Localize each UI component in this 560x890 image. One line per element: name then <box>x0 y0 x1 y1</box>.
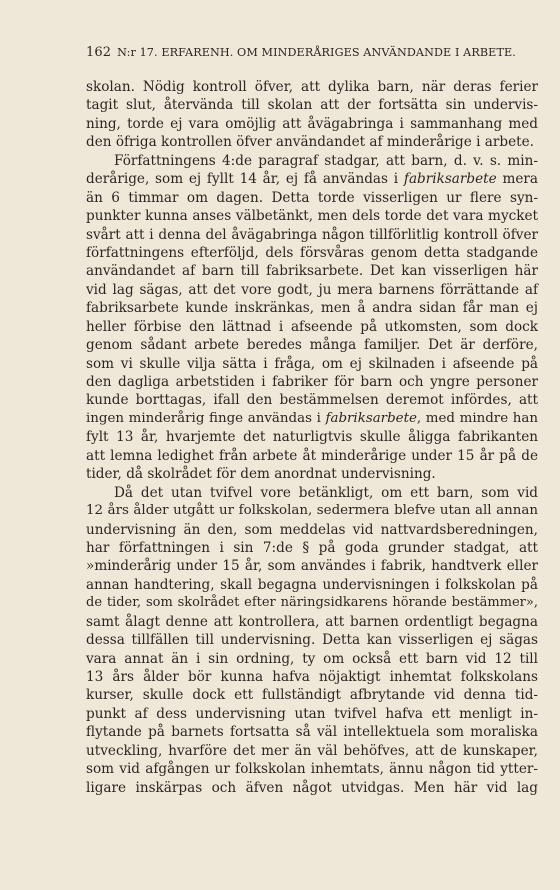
text-line: punkter kunna anses välbetänkt, men dels torde det vara mycket <box>86 208 538 225</box>
text-line: fylt 13 år, hvarjemte det naturligtvis skulle åligga fabrikanten <box>86 429 538 446</box>
text-line: de tider, som skolrådet efter näringsidkarens hörande bestämmer», <box>86 595 538 611</box>
text-line: tider, då skolrådet för dem anordnat undervisning. <box>86 466 436 483</box>
text-line: den öfriga kontrollen öfver användandet af minderårige i arbete. <box>86 134 534 151</box>
text-line: än 6 timmar om dagen. Detta torde visserligen ur flere syn- <box>86 189 538 206</box>
text-line: dessa tillfällen till undervisning. Detta kan visserligen ej sägas <box>86 632 538 649</box>
text-line: ligare inskärpas och äfven något utvidgas. Men här vid lag <box>86 779 538 796</box>
text-line: Författningens 4:de paragraf stadgar, att barn, d. v. s. min- <box>114 152 538 169</box>
text-line: 13 års ålder bör kunna hafva nöjaktigt inhemtat folkskolans <box>86 669 538 685</box>
text-segment: , med mindre han <box>416 410 538 426</box>
text-line: samt ålagt denne att kontrollera, att barnen ordentligt begagna <box>86 613 538 630</box>
text-segment: mera <box>496 171 538 188</box>
italic-term: fabriksarbete <box>325 410 417 426</box>
text-line: fabriksarbete kunde inskränkas, men å andra sidan får man ej <box>86 300 538 317</box>
text-line: annan handtering, skall begagna undervisningen i folkskolan på <box>86 576 538 593</box>
text-line: vid lag sägas, att det vore godt, ju mera barnens förrättande af <box>86 281 538 298</box>
text-line: Då det utan tvifvel vore betänkligt, om ett barn, som vid <box>114 484 538 501</box>
text-segment: derårige, som ej fyllt 14 år, ej få användas i <box>86 171 404 188</box>
text-line: att lemna ledighet från arbete åt minderårige under 15 år på de <box>86 447 538 464</box>
text-line: har författningen i sin 7:de § på goda grunder stadgat, att <box>86 539 538 556</box>
text-line: kurser, skulle dock ett fullständigt afbrytande vid denna tid- <box>86 687 538 704</box>
italic-term: fabriksarbete <box>403 171 497 188</box>
text-line: den dagliga arbetstiden i fabriker för barn och yngre personer <box>86 374 538 390</box>
text-line: flytande på barnets fortsatta så väl intellektuela som moraliska <box>86 724 538 741</box>
text-line: kunde borttagas, ifall den bestämmelsen deremot infördes, att <box>86 392 538 409</box>
text-line: svårt att i denna del åvägabringa någon tillförlitlig kontroll öfver <box>86 226 538 243</box>
text-line: punkt af dess undervisning utan tvifvel hafva ett menligt in- <box>86 705 538 722</box>
text-line: som vi skulle vilja sätta i fråga, om ej skilnaden i afseende på <box>86 355 538 372</box>
text-line: utveckling, hvarföre det mer än väl behöfves, att de kunskaper, <box>86 742 538 759</box>
running-title: N:r 17. ERFARENH. OM MINDERÅRIGES ANVÄNDANDE I ARBETE. <box>117 46 516 59</box>
text-line: vara annat än i sin ordning, ty om också ett barn vid 12 till <box>86 650 538 667</box>
text-line <box>86 410 538 428</box>
text-line: »minderårig under 15 år, som användes i fabrik, handtverk eller <box>86 558 538 575</box>
text-line: heller förbise den lättnad i afseende på utkomsten, som dock <box>86 318 538 335</box>
text-line: författningens efterföljd, dels försvåras genom detta stadgande <box>86 244 538 261</box>
text-line: som vid afgången ur folkskolan inhemtats, ännu någon tid ytter- <box>86 761 538 778</box>
text-line <box>86 170 538 188</box>
text-line: genom sådant arbete beredes många familjer. Det är derföre, <box>86 337 538 354</box>
page-number: 162 <box>86 45 112 60</box>
text-line: 12 års ålder utgått ur folkskolan, sedermera blefve utan all annan <box>86 503 538 519</box>
text-line: tagit slut, återvända till skolan att der fortsätta sin undervis- <box>86 97 538 114</box>
text-line: användandet af barn till fabriksarbete. Det kan visserligen här <box>86 263 538 280</box>
running-header <box>86 46 538 60</box>
text-line: ning, torde ej vara omöjlig att åvägabringa i sammanhang med <box>86 115 538 132</box>
body-text <box>86 78 538 797</box>
text-segment: ingen minderårig finge användas i <box>86 410 326 426</box>
text-line: skolan. Nödig kontroll öfver, att dylika barn, när deras ferier <box>86 79 538 95</box>
text-line: undervisning än den, som meddelas vid nattvardsberedningen, <box>86 521 538 538</box>
